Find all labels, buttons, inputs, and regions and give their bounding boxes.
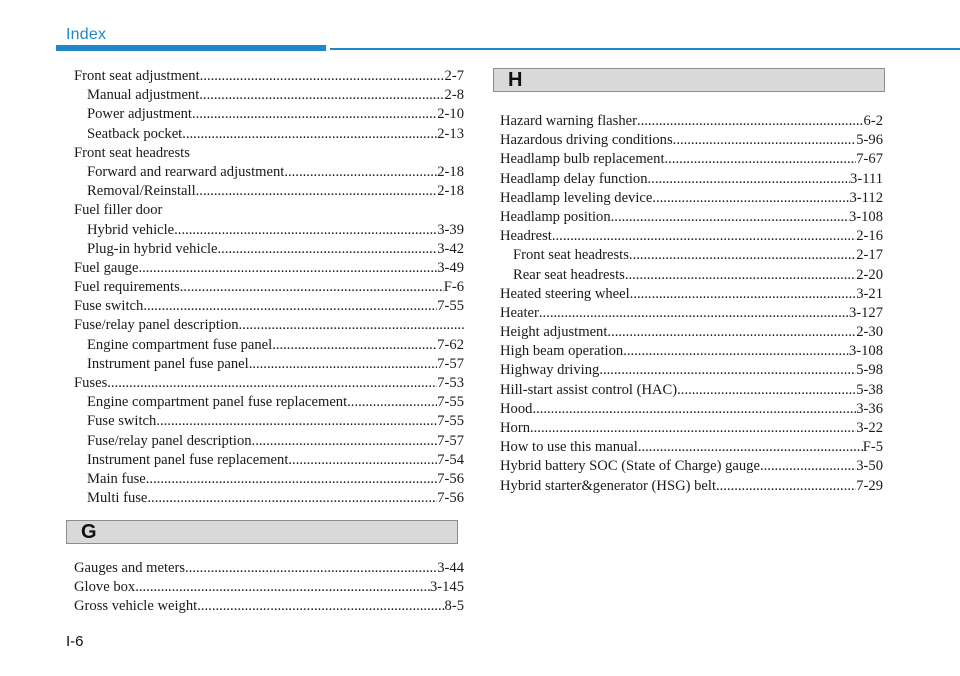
index-entry-page: 3-108 — [848, 208, 883, 225]
header-rule-thin — [330, 48, 960, 50]
index-entry-page: 7-57 — [437, 355, 464, 372]
index-entry-page: 3-127 — [848, 304, 883, 321]
dot-leader — [185, 559, 437, 578]
dot-leader — [637, 112, 864, 131]
index-entry-label: Instrument panel fuse replacement — [87, 451, 289, 468]
dot-leader — [652, 189, 849, 208]
dot-leader — [218, 240, 438, 259]
index-entry — [500, 150, 883, 169]
index-entry — [500, 131, 883, 150]
index-entry — [500, 361, 883, 380]
index-entry-label: Headlamp leveling device — [500, 189, 653, 206]
index-entry-page: 2-30 — [856, 324, 883, 341]
dot-leader — [107, 374, 437, 393]
dot-leader — [760, 457, 856, 476]
index-entry-label: Removal/Reinstall — [87, 183, 196, 200]
dot-leader — [629, 246, 856, 265]
index-entry-label: Highway driving — [500, 362, 600, 379]
index-entry — [74, 336, 464, 355]
dot-leader — [147, 489, 437, 508]
index-entry-page: 2-18 — [437, 163, 464, 180]
dot-leader — [288, 451, 437, 470]
index-entry — [500, 266, 883, 285]
index-entry-page: 7-55 — [437, 413, 464, 430]
index-entry — [500, 400, 883, 419]
index-entry — [500, 419, 883, 438]
dot-leader — [607, 323, 856, 342]
index-entry-label: Heater — [500, 304, 539, 321]
index-entry — [74, 67, 464, 86]
index-entry-page: 3-36 — [856, 400, 883, 417]
page-number: I-6 — [66, 633, 84, 650]
index-entry — [74, 597, 464, 616]
index-entry — [500, 285, 883, 304]
index-entry-label: Hill-start assist control (HAC) — [500, 381, 678, 398]
index-entry-label: Hazardous driving conditions — [500, 132, 673, 149]
index-entry-page: 7-56 — [437, 470, 464, 487]
index-entry-label: Hazard warning flasher — [500, 113, 637, 129]
dot-leader — [272, 336, 437, 355]
index-entry-label: Glove box — [74, 579, 136, 596]
index-entry — [74, 221, 464, 240]
dot-leader — [196, 182, 438, 201]
index-entry-page: 2-20 — [856, 266, 883, 283]
index-entry — [500, 477, 883, 496]
index-entry-page: 5-96 — [856, 132, 883, 149]
index-entry-page: 2-18 — [437, 183, 464, 200]
dot-leader — [146, 470, 437, 489]
index-entry-label: Hybrid starter&generator (HSG) belt — [500, 477, 716, 494]
index-entry — [74, 105, 464, 124]
index-entry — [500, 457, 883, 476]
index-column-g — [74, 559, 464, 617]
dot-leader — [539, 304, 849, 323]
index-entry-page: 3-50 — [856, 458, 883, 475]
section-letter-h: H — [508, 69, 523, 91]
index-entry-label: Gauges and meters — [74, 560, 186, 576]
index-entry — [74, 393, 464, 412]
index-entry — [74, 489, 464, 508]
index-entry-page: 3-21 — [856, 285, 883, 302]
dot-leader — [677, 381, 856, 400]
index-entry — [74, 451, 464, 470]
index-entry-label: Gross vehicle weight — [74, 598, 198, 615]
index-entry-label: Fuse switch — [74, 298, 144, 315]
dot-leader — [180, 278, 444, 297]
dot-leader — [625, 266, 856, 285]
dot-leader — [135, 578, 430, 597]
index-entry — [74, 182, 464, 201]
index-entry-page: 7-67 — [856, 151, 883, 168]
dot-leader — [252, 432, 438, 451]
index-entry-label: Heated steering wheel — [500, 285, 630, 302]
index-entry-page: 7-29 — [856, 477, 883, 494]
index-entry — [74, 559, 464, 578]
index-entry-label: Fuse/relay panel description — [74, 317, 239, 334]
index-entry-page: 7-53 — [437, 375, 464, 391]
index-entry — [500, 208, 883, 227]
index-entry-label: Multi fuse — [87, 490, 148, 507]
index-entry-label: Hybrid vehicle — [87, 221, 175, 238]
index-entry-page: 3-111 — [850, 170, 883, 187]
index-entry — [74, 316, 464, 335]
dot-leader — [156, 412, 437, 431]
index-entry-page: 3-39 — [437, 221, 464, 238]
dot-leader — [192, 105, 437, 124]
dot-leader — [648, 170, 851, 189]
index-entry — [500, 323, 883, 342]
dot-leader — [638, 438, 863, 457]
index-entry-page: 7-57 — [437, 432, 464, 449]
index-entry — [74, 240, 464, 259]
index-entry-label: Fuses — [74, 375, 108, 391]
index-entry-page: 7-56 — [437, 490, 464, 507]
index-entry-label: Main fuse — [87, 470, 146, 487]
dot-leader — [182, 125, 437, 144]
index-entry-label: Fuse switch — [87, 413, 157, 430]
dot-leader — [532, 400, 856, 419]
index-entry-page: 7-62 — [437, 336, 464, 353]
index-entry — [74, 201, 464, 220]
index-entry-label: Hybrid battery SOC (State of Charge) gauge — [500, 458, 760, 475]
index-entry-page: 3-49 — [437, 259, 464, 276]
index-entry — [500, 112, 883, 131]
index-entry-label: Fuel gauge — [74, 259, 139, 276]
dot-leader — [611, 208, 849, 227]
index-entry-label: Seatback pocket — [87, 125, 183, 142]
index-entry-label: Headlamp delay function — [500, 170, 648, 187]
dot-leader — [199, 86, 444, 105]
index-entry — [74, 278, 464, 297]
index-entry-page: F-6 — [443, 279, 464, 296]
index-entry — [74, 470, 464, 489]
index-entry — [74, 144, 464, 163]
dot-leader — [552, 227, 856, 246]
header-rule-thick — [56, 45, 326, 51]
index-entry-label: Height adjustment — [500, 324, 608, 341]
dot-leader — [623, 342, 849, 361]
index-entry-label: Instrument panel fuse panel — [87, 355, 249, 372]
dot-leader — [665, 150, 857, 169]
index-entry-label: Plug-in hybrid vehicle — [87, 240, 218, 257]
index-entry — [74, 432, 464, 451]
index-entry-page: 2-16 — [856, 228, 883, 245]
index-entry-label: Hood — [500, 400, 533, 417]
index-entry — [74, 412, 464, 431]
dot-leader — [630, 285, 857, 304]
index-entry-label: Engine compartment fuse panel — [87, 336, 273, 353]
index-entry-page: 2-7 — [444, 68, 464, 84]
index-entry-label: Fuel filler door — [74, 202, 163, 219]
index-entry-page: 3-42 — [437, 240, 464, 257]
dot-leader — [673, 131, 857, 150]
index-entry — [74, 259, 464, 278]
index-entry-page: 7-55 — [437, 298, 464, 315]
index-entry-page: 7-54 — [437, 451, 464, 468]
index-entry-label: How to use this manual — [500, 439, 638, 456]
index-entry-page: 5-38 — [856, 381, 883, 398]
dot-leader — [174, 221, 437, 240]
index-entry-label: Front seat adjustment — [74, 68, 200, 84]
index-entry — [74, 125, 464, 144]
dot-leader — [200, 67, 445, 86]
index-entry-label: Front seat headrests — [74, 144, 190, 161]
dot-leader — [197, 597, 444, 616]
index-entry — [500, 381, 883, 400]
index-entry — [74, 355, 464, 374]
index-entry-page: 2-10 — [437, 106, 464, 123]
index-entry-page: 3-44 — [437, 560, 464, 576]
index-column-right — [500, 112, 883, 496]
index-entry-page: 2-17 — [856, 247, 883, 264]
section-bar-h — [493, 68, 885, 92]
index-entry — [74, 578, 464, 597]
index-entry-label: Horn — [500, 420, 530, 436]
index-entry-page: 5-98 — [856, 362, 883, 379]
index-entry-label: Engine compartment panel fuse replacement — [87, 394, 348, 411]
index-entry-page: 3-112 — [849, 189, 883, 206]
index-entry — [74, 374, 464, 393]
index-entry — [500, 170, 883, 189]
index-entry — [74, 297, 464, 316]
index-entry-page: 3-145 — [429, 579, 464, 596]
dot-leader — [143, 297, 437, 316]
header-title: Index — [66, 26, 107, 43]
section-letter-g: G — [81, 521, 97, 543]
index-entry-page: 6-2 — [863, 113, 883, 129]
index-entry-page: 7-55 — [437, 394, 464, 411]
index-entry-label: Fuse/relay panel description — [87, 432, 252, 449]
index-entry — [74, 163, 464, 182]
index-entry-page: 8-5 — [444, 598, 464, 615]
index-entry-label: Power adjustment — [87, 106, 192, 123]
index-entry-page: 3-108 — [848, 343, 883, 360]
index-entry — [500, 189, 883, 208]
section-bar-g — [66, 520, 458, 544]
index-entry-page: 2-13 — [437, 125, 464, 142]
index-entry-page: 3-22 — [856, 420, 883, 436]
dot-leader — [239, 316, 464, 335]
dot-leader — [284, 163, 437, 182]
index-entry — [500, 227, 883, 246]
dot-leader — [347, 393, 437, 412]
dot-leader — [716, 477, 856, 496]
index-entry-label: High beam operation — [500, 343, 624, 360]
dot-leader — [599, 361, 856, 380]
index-entry-label: Headrest — [500, 228, 552, 245]
index-entry-label: Manual adjustment — [87, 87, 200, 104]
index-entry-label: Forward and rearward adjustment — [87, 163, 285, 180]
index-entry-label: Headlamp bulb replacement — [500, 151, 665, 168]
index-entry-label: Front seat headrests — [513, 247, 629, 264]
index-entry-page: F-5 — [862, 439, 883, 456]
index-entry-label: Rear seat headrests — [513, 266, 625, 283]
index-entry — [500, 342, 883, 361]
dot-leader — [249, 355, 438, 374]
index-entry-label: Headlamp position — [500, 208, 611, 225]
index-entry — [500, 438, 883, 457]
index-entry-label: Fuel requirements — [74, 279, 180, 296]
dot-leader — [530, 419, 856, 438]
index-entry — [500, 304, 883, 323]
index-entry-page: 2-8 — [444, 87, 464, 104]
index-column-left — [74, 67, 464, 508]
index-entry — [74, 86, 464, 105]
dot-leader — [138, 259, 437, 278]
index-entry — [500, 246, 883, 265]
